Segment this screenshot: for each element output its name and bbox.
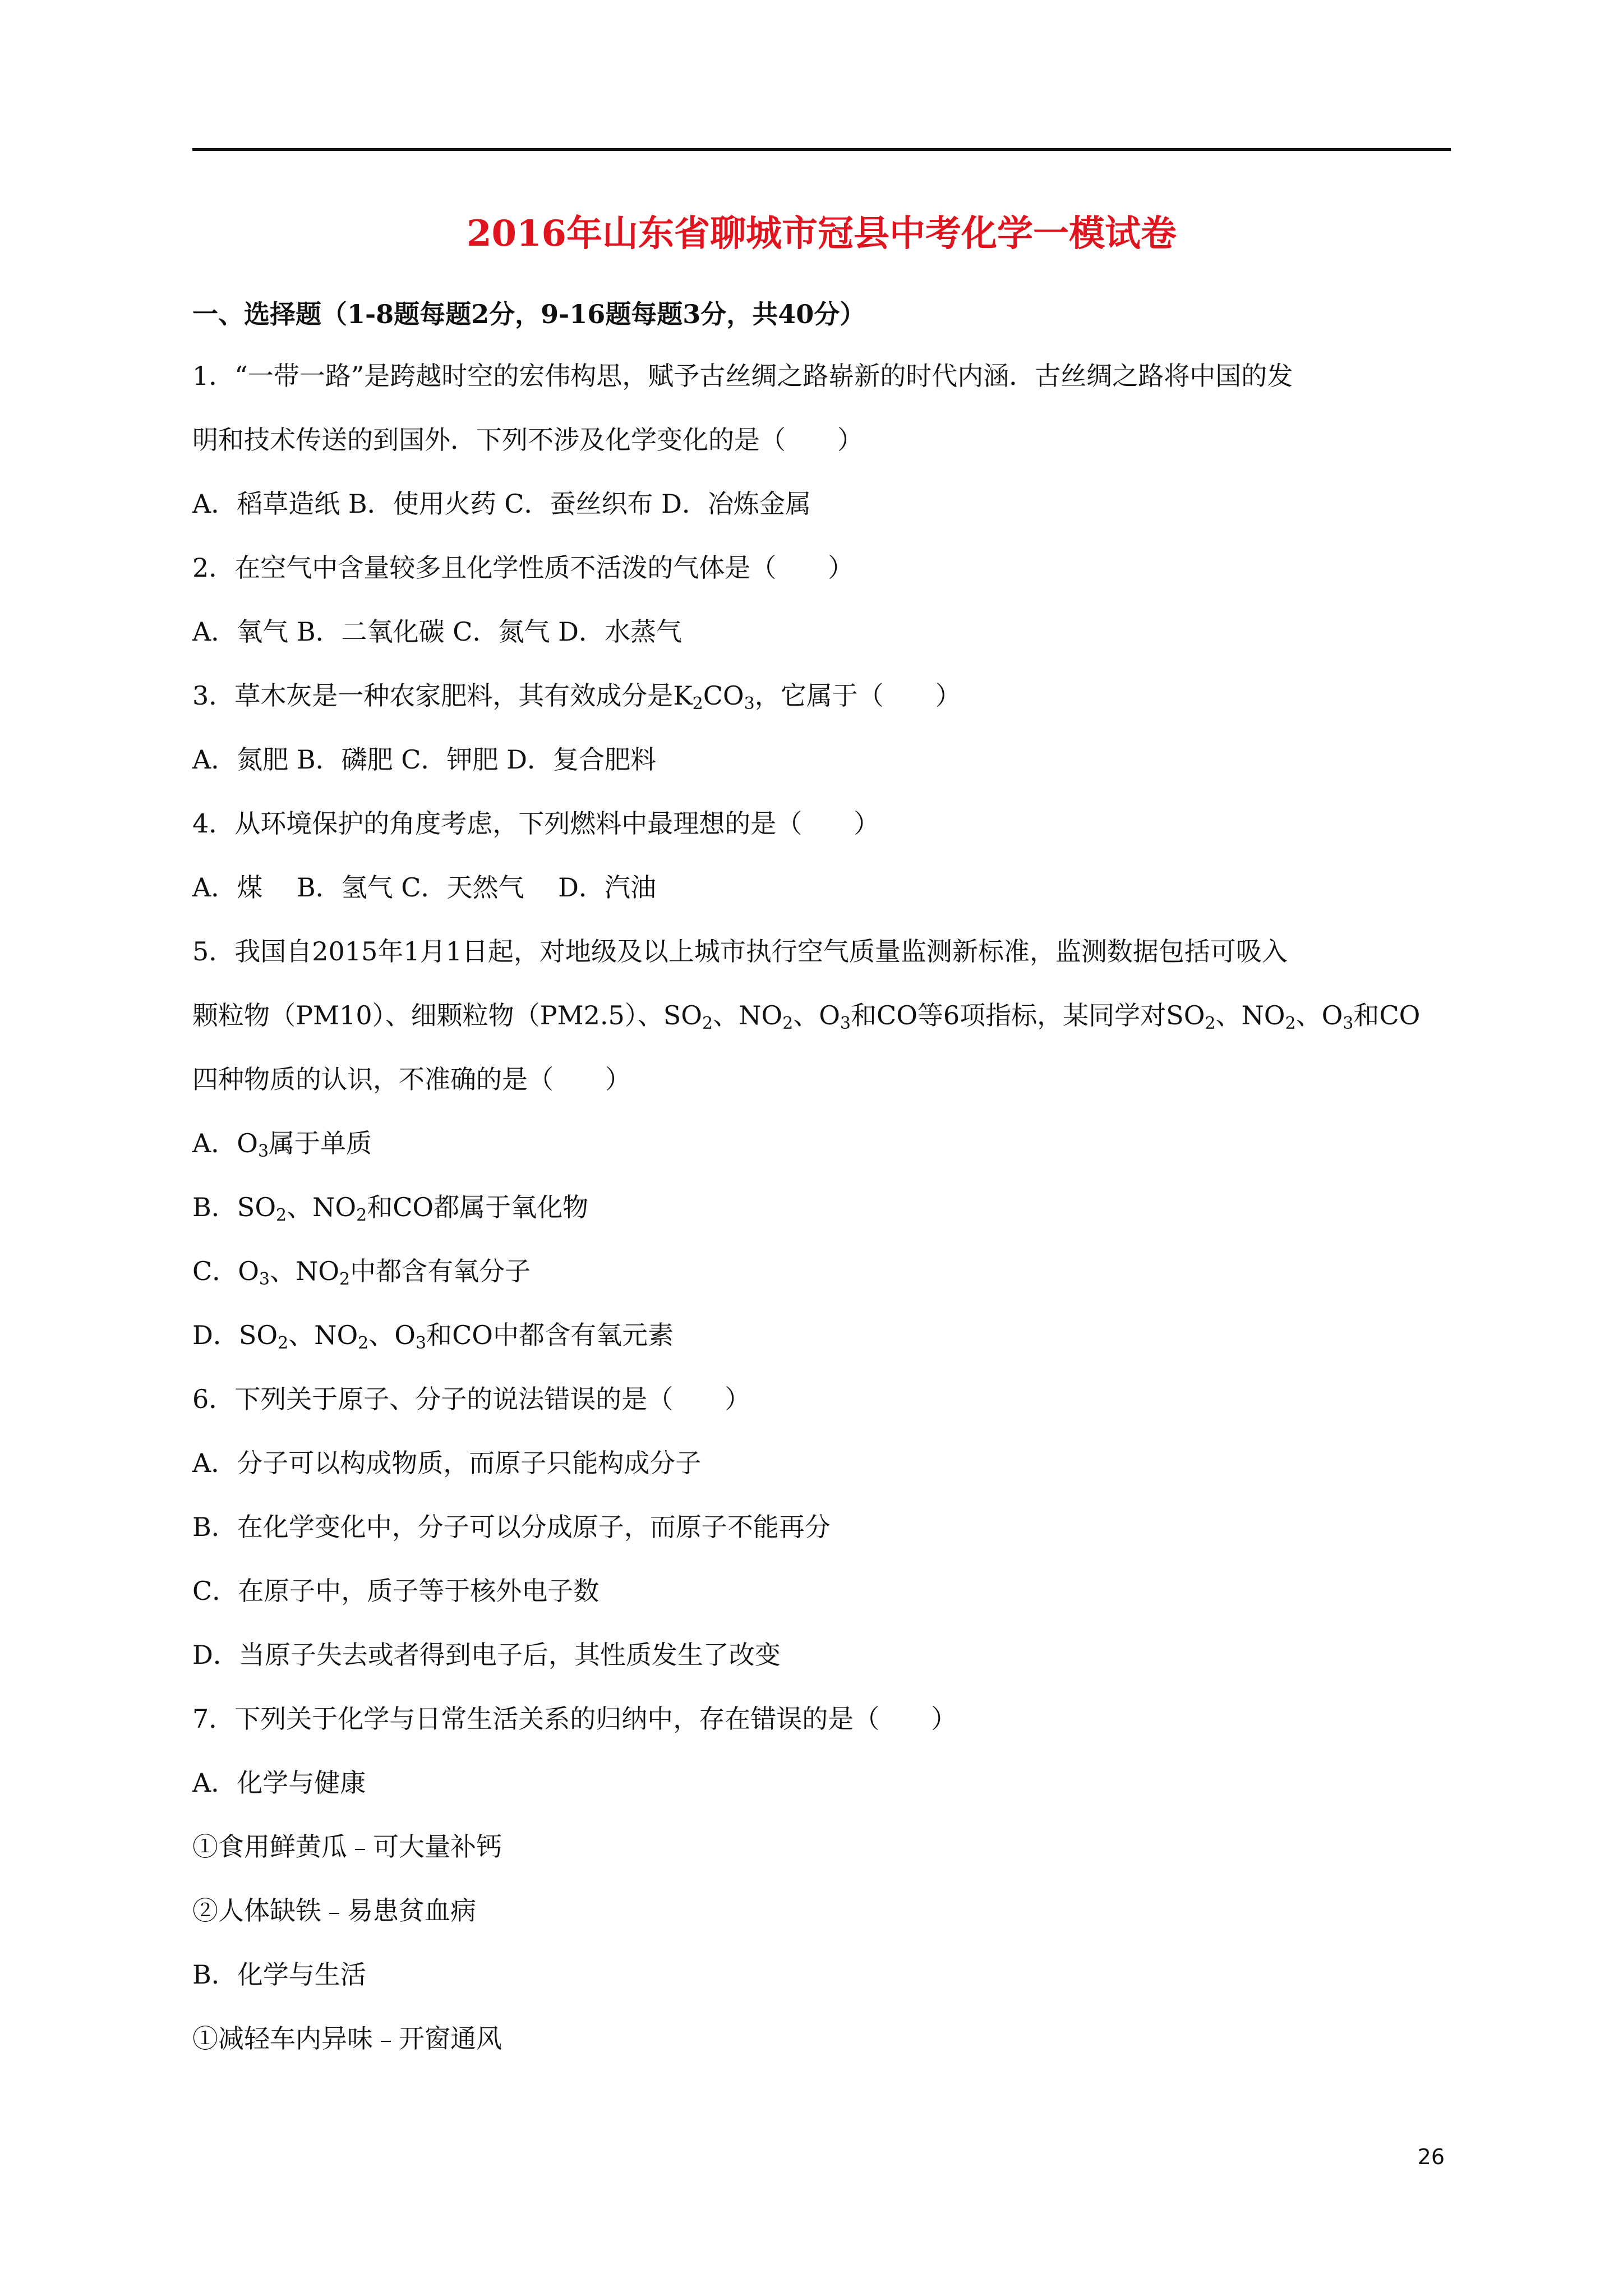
q5-stem-line3: 四种物质的认识，不准确的是（ ） [192,1064,631,1094]
q5-stem-line1: 5．我国自2015年1月1日起，对地级及以上城市执行空气质量监测新标准，监测数据包括可吸入 [192,936,1288,967]
q3-options: A．氮肥 B．磷肥 C．钾肥 D．复合肥料 [192,744,656,775]
q7-option-a-item-2: ②人体缺铁﹣易患贫血病 [192,1895,476,1926]
q1-stem-line2: 明和技术传送的到国外．下列不涉及化学变化的是（ ） [192,425,863,455]
q6-stem: 6．下列关于原子、分子的说法错误的是（ ） [192,1384,751,1414]
q2-stem: 2．在空气中含量较多且化学性质不活泼的气体是（ ） [192,553,854,583]
q6-option-b: B．在化学变化中，分子可以分成原子，而原子不能再分 [192,1512,831,1542]
q5-option-d: D．$SO_2$、$NO_2$、$O_3$和CO中都含有氧元素 [192,1320,674,1353]
q4-options: A．煤 B．氢气 C．天然气 D．汽油 [192,872,656,903]
page-number: 26 [1417,2145,1445,2169]
q1-options: A．稻草造纸 B．使用火药 C．蚕丝织布 D．冶炼金属 [192,489,811,519]
q6-option-c: C．在原子中，质子等于核外电子数 [192,1576,600,1606]
q4-stem: 4．从环境保护的角度考虑，下列燃料中最理想的是（ ） [192,808,880,839]
page-title: 2016年山东省聊城市冠县中考化学一模试卷 [466,213,1177,255]
q7-option-b-item-1: ①减轻车内异味﹣开窗通风 [192,2023,502,2054]
q1-stem-line1: 1．“一带一路”是跨越时空的宏伟构思，赋予古丝绸之路崭新的时代内涵．古丝绸之路将中国的发 [192,361,1293,391]
q6-option-d: D．当原子失去或者得到电子后，其性质发生了改变 [192,1640,781,1670]
q3-stem: 3．草木灰是一种农家肥料，其有效成分是$K_2CO_3$，它属于（ ） [192,680,961,714]
q2-options: A．氧气 B．二氧化碳 C．氮气 D．水蒸气 [192,616,682,647]
header-rule [192,148,1451,151]
q6-option-a: A．分子可以构成物质，而原子只能构成分子 [192,1448,702,1478]
q5-stem-line2: 颗粒物（PM10）、细颗粒物（PM2.5）、$SO_2$、$NO_2$、$O_3$和CO等6项指标，某同学对$SO_2$、$NO_2$、$O_3$和CO [192,1000,1421,1033]
q5-option-c: C．$O_3$、$NO_2$中都含有氧分子 [192,1256,531,1289]
q5-option-b: B．$SO_2$、$NO_2$和CO都属于氧化物 [192,1192,589,1225]
q7-option-b: B．化学与生活 [192,1959,366,1990]
q7-stem: 7．下列关于化学与日常生活关系的归纳中，存在错误的是（ ） [192,1704,957,1734]
q7-option-a-item-1: ①食用鲜黄瓜﹣可大量补钙 [192,1832,502,1862]
q7-option-a: A．化学与健康 [192,1768,366,1798]
q5-option-a: A．$O_3$属于单质 [192,1128,372,1161]
section-heading: 一、选择题（1-8题每题2分，9-16题每题3分，共40分） [192,299,866,329]
